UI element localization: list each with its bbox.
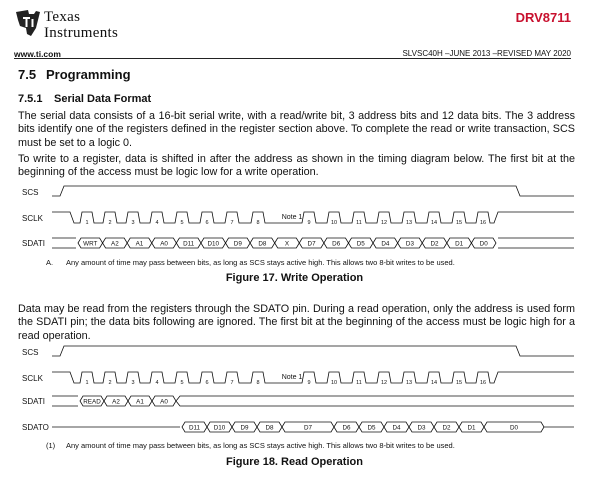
- signal-label: SDATO: [22, 423, 49, 432]
- bit-label: D3: [417, 424, 426, 432]
- clock-number: 11: [356, 380, 362, 386]
- section-title: Programming: [46, 67, 131, 82]
- subsection-number: 7.5.1: [18, 93, 43, 105]
- read-timing-diagram: [0, 339, 589, 439]
- bit-label: D6: [342, 424, 351, 432]
- clock-number: 12: [380, 220, 388, 226]
- clock-number: 9: [307, 380, 311, 386]
- clock-number: 6: [205, 220, 209, 226]
- bit-label: A0: [160, 240, 168, 248]
- clock-number: 16: [479, 380, 487, 386]
- bit-label: D0: [479, 240, 488, 248]
- clock-number: 4: [155, 380, 159, 386]
- bit-label: D10: [213, 424, 226, 432]
- bit-label: D2: [430, 240, 439, 248]
- document-id[interactable]: DRV8711: [515, 10, 571, 25]
- bit-label: D6: [332, 240, 341, 248]
- bit-label: D9: [240, 424, 249, 432]
- bit-label: A2: [111, 240, 119, 248]
- bit-label: A1: [136, 398, 144, 406]
- clock-number: 5: [180, 220, 184, 226]
- bus-idle-start: [52, 396, 78, 406]
- clock-number: 13: [405, 380, 413, 386]
- revision-info: SLVSC40H –JUNE 2013 –REVISED MAY 2020: [402, 49, 571, 58]
- bit-label: D2: [442, 424, 451, 432]
- ti-logo: [14, 6, 164, 44]
- clock-number: 14: [430, 220, 438, 226]
- paragraph-write: To write to a register, data is shifted in after the address as shown in the timing diagram below. The first bit at the beginning of the access must be logic low for a write operation.: [18, 153, 575, 179]
- bit-label: D9: [233, 240, 242, 248]
- clock-number: 3: [131, 380, 135, 386]
- bit-label: D8: [258, 240, 267, 248]
- bit-label: D4: [381, 240, 390, 248]
- bit-label: WRT: [83, 240, 98, 248]
- signal-label: SDATI: [22, 239, 45, 248]
- sclk-waveform: [52, 212, 574, 223]
- signal-label: SCS: [22, 348, 39, 357]
- bit-label: D11: [188, 424, 201, 432]
- bit-label: D1: [467, 424, 476, 432]
- figure17-note-text: Any amount of time may pass between bits, as long as SCS stays active high. This allows two 8-bit writes to be used.: [66, 258, 455, 267]
- company-name-line1: Texas: [44, 9, 81, 25]
- clock-number: 3: [131, 220, 135, 226]
- clock-number: 1: [85, 380, 89, 386]
- signal-label: SCLK: [22, 214, 43, 223]
- clock-number: 7: [230, 380, 234, 386]
- clock-number: 1: [85, 220, 89, 226]
- bit-label: D11: [183, 240, 195, 248]
- bus-idle-end: [498, 238, 574, 248]
- scs-waveform: [52, 346, 574, 356]
- clock-number: 2: [108, 380, 112, 386]
- clock-number: 12: [380, 380, 388, 386]
- paragraph-serial-format: The serial data consists of a 16-bit serial write, with a read/write bit, 3 address bits and 12 data bits. The 3 address bits identify one of the registers defined in the register section above. To complete the read or write transaction, SCS must be set to a logic 0.: [18, 110, 575, 149]
- bus-idle-start: [52, 238, 76, 248]
- bit-label: D1: [455, 240, 464, 248]
- figure18-note-text: Any amount of time may pass between bits, as long as SCS stays active high. This allows two 8-bit writes to be used.: [66, 441, 455, 450]
- bit-label: A2: [112, 398, 120, 406]
- clock-number: 2: [108, 220, 112, 226]
- clock-number: 6: [205, 380, 209, 386]
- write-timing-diagram: [0, 182, 589, 260]
- bit-label: D10: [207, 240, 220, 248]
- section-heading: [18, 67, 131, 82]
- note-1-label: Note 1: [281, 214, 303, 221]
- section-number: 7.5: [18, 67, 37, 82]
- clock-number: 11: [356, 220, 362, 226]
- bit-label: A0: [160, 398, 168, 406]
- bit-label: D8: [265, 424, 274, 432]
- clock-number: 7: [230, 220, 234, 226]
- sclk-waveform: [52, 372, 574, 383]
- company-name-line2: Instruments: [44, 25, 119, 41]
- clock-number: 5: [180, 380, 184, 386]
- clock-number: 13: [405, 220, 413, 226]
- bit-label: D7: [303, 424, 313, 432]
- clock-number: 9: [307, 220, 311, 226]
- sdati-ignored: [176, 396, 574, 406]
- bit-label: D4: [392, 424, 401, 432]
- figure18-note-marker: (1): [46, 441, 56, 450]
- signal-label: SDATI: [22, 397, 45, 406]
- bit-label: READ: [83, 398, 101, 406]
- clock-number: 4: [155, 220, 159, 226]
- signal-label: SCS: [22, 188, 39, 197]
- clock-number: 15: [455, 380, 463, 386]
- figure18-caption: Figure 18. Read Operation: [226, 456, 363, 468]
- header-divider: [14, 58, 571, 59]
- bit-label: D5: [367, 424, 376, 432]
- website-link[interactable]: www.ti.com: [14, 49, 61, 59]
- clock-number: 8: [256, 220, 260, 226]
- clock-number: 8: [256, 380, 260, 386]
- ti-logo-icon: [14, 8, 42, 38]
- subsection-heading: [18, 93, 151, 105]
- subsection-title: Serial Data Format: [54, 93, 152, 105]
- paragraph-read: Data may be read from the registers through the SDATO pin. During a read operation, only the address is used form the SDATI pin; the data bits following are ignored. The first bit at the beginning of the access must be logic high for a read operation.: [18, 303, 575, 342]
- note-1-label: Note 1: [281, 374, 303, 381]
- bit-label: D5: [356, 240, 365, 248]
- bit-label: D3: [405, 240, 414, 248]
- bit-label: D7: [307, 240, 316, 248]
- clock-number: 14: [430, 380, 438, 386]
- figure17-note: [46, 258, 455, 267]
- bit-label: X: [284, 240, 290, 248]
- clock-number: 15: [455, 220, 463, 226]
- scs-waveform: [52, 186, 574, 196]
- figure17-caption: Figure 17. Write Operation: [225, 272, 364, 284]
- figure18-note: [46, 441, 455, 450]
- clock-number: 10: [330, 220, 338, 226]
- signal-label: SCLK: [22, 374, 43, 383]
- bit-label: A1: [135, 240, 144, 248]
- figure17-note-marker: A.: [46, 258, 54, 267]
- clock-number: 16: [479, 220, 487, 226]
- clock-number: 10: [330, 380, 338, 386]
- bit-label: D0: [509, 424, 519, 432]
